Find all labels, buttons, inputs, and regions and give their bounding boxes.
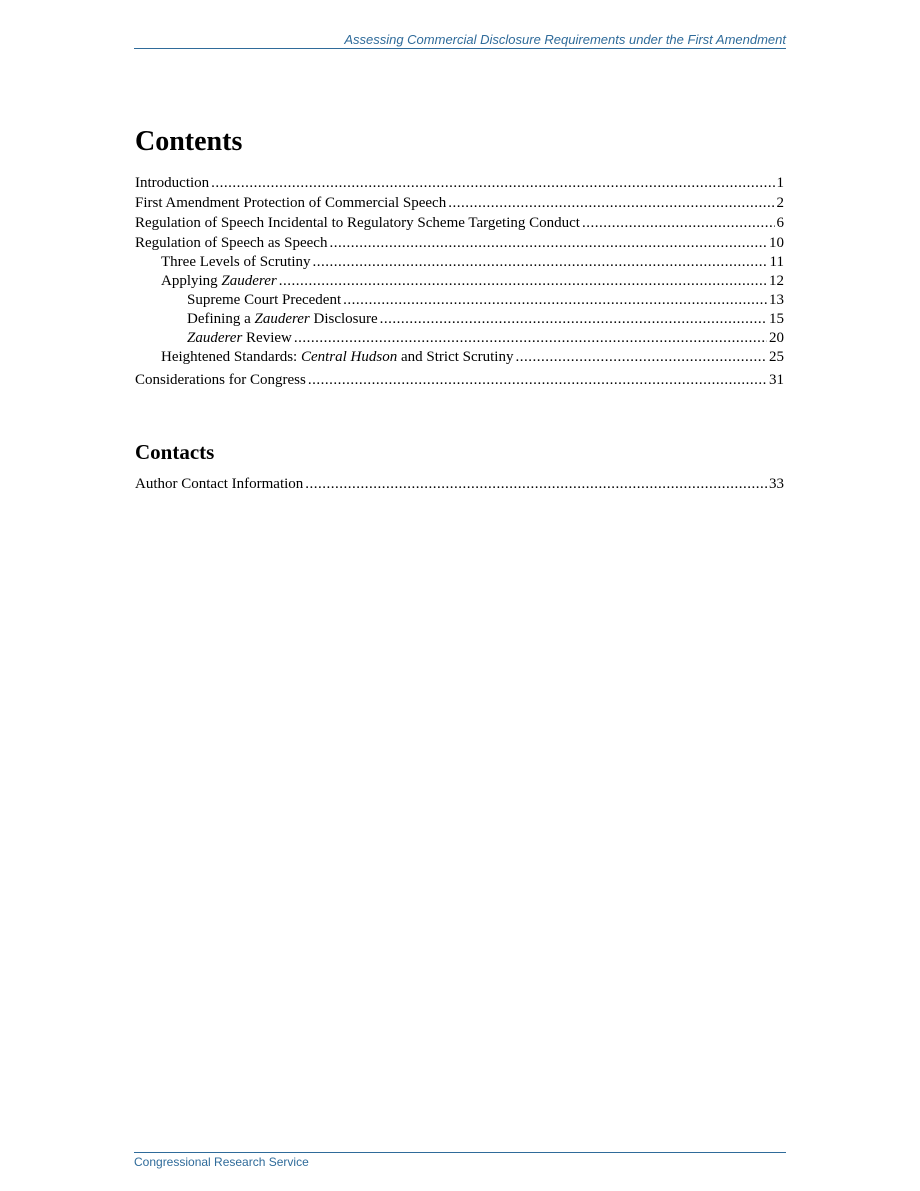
- toc-entry-title: [187, 329, 292, 348]
- toc-title-text: Review: [242, 330, 292, 346]
- toc-dot-leader: [448, 193, 774, 213]
- toc-entry-three-levels[interactable]: [135, 253, 784, 272]
- toc-dot-leader: [380, 310, 767, 329]
- toc-entry-regulation-as-speech[interactable]: [135, 233, 784, 253]
- toc-dot-leader: [313, 253, 768, 272]
- toc-dot-leader: [582, 213, 775, 233]
- toc-dot-leader: [294, 329, 767, 348]
- toc-entry-first-amendment-protection[interactable]: [135, 193, 784, 213]
- toc-entry-title: Regulation of Speech as Speech: [135, 235, 328, 251]
- toc-page-number: 20: [769, 330, 784, 346]
- toc-dot-leader: [279, 272, 767, 291]
- toc-dot-leader: [329, 233, 767, 253]
- toc-dot-leader: [211, 173, 774, 193]
- toc-entry-title: Supreme Court Precedent: [187, 292, 342, 308]
- footer-organization: Congressional Research Service: [134, 1155, 309, 1169]
- toc-entry-heightened-standards[interactable]: [135, 348, 784, 367]
- toc-title-text: and Strict Scrutiny: [397, 349, 514, 365]
- toc-entry-applying-zauderer[interactable]: [135, 272, 784, 291]
- running-footer: [134, 1152, 786, 1171]
- toc-title-emphasis: Zauderer: [187, 330, 243, 346]
- toc-entry-title: [161, 348, 513, 367]
- running-header-title: Assessing Commercial Disclosure Requirements under the First Amendment: [344, 32, 786, 47]
- contacts-heading: Contacts: [135, 440, 215, 464]
- toc-entry-regulation-incidental[interactable]: [135, 213, 784, 233]
- toc-entry-title: Introduction: [135, 175, 210, 191]
- toc-entry-zauderer-review[interactable]: [135, 329, 784, 348]
- toc-title-text: Heightened Standards:: [161, 349, 301, 365]
- toc-title-emphasis: Zauderer: [254, 311, 310, 327]
- toc-entry-title: Regulation of Speech Incidental to Regulatory Scheme Targeting Conduct: [135, 215, 580, 231]
- toc-title-emphasis: Zauderer: [221, 273, 277, 289]
- toc-entry-defining-zauderer-disclosure[interactable]: [135, 310, 784, 329]
- toc-entry-considerations-for-congress[interactable]: [135, 370, 784, 390]
- toc-entry-title: First Amendment Protection of Commercial Speech: [135, 195, 447, 211]
- toc-entry-title: Three Levels of Scrutiny: [161, 254, 311, 270]
- toc-page-number: 2: [776, 195, 784, 211]
- toc-dot-leader: [308, 370, 767, 390]
- toc-page-number: 25: [769, 349, 784, 365]
- toc-title-text: Defining a: [187, 311, 255, 327]
- toc-page-number: 11: [769, 254, 784, 270]
- toc-page-number: 31: [769, 372, 784, 388]
- toc-page-number: 6: [776, 215, 784, 231]
- toc-page-number: 1: [776, 175, 784, 191]
- running-header: [134, 32, 786, 49]
- toc-entry-title: Considerations for Congress: [135, 372, 306, 388]
- toc-page-number: 12: [769, 273, 784, 289]
- toc-entry-author-contact-information[interactable]: [135, 474, 784, 494]
- toc-title-emphasis: Central Hudson: [300, 349, 398, 365]
- toc-entry-supreme-court-precedent[interactable]: [135, 291, 784, 310]
- toc-page-number: 15: [769, 311, 784, 327]
- contents-heading: Contents: [135, 126, 243, 157]
- table-of-contents: [135, 173, 784, 390]
- toc-entry-title: [187, 310, 378, 329]
- toc-page-number: 33: [769, 476, 784, 492]
- toc-page-number: 10: [769, 235, 784, 251]
- toc-entry-introduction[interactable]: [135, 173, 784, 193]
- toc-entry-title: Author Contact Information: [135, 476, 304, 492]
- toc-entry-title: [161, 272, 277, 291]
- contacts-list: [135, 474, 784, 494]
- toc-title-text: Disclosure: [309, 311, 378, 327]
- toc-page-number: 13: [769, 292, 784, 308]
- toc-dot-leader: [343, 291, 767, 310]
- toc-title-text: Applying: [161, 273, 222, 289]
- toc-dot-leader: [515, 348, 767, 367]
- toc-dot-leader: [305, 474, 767, 494]
